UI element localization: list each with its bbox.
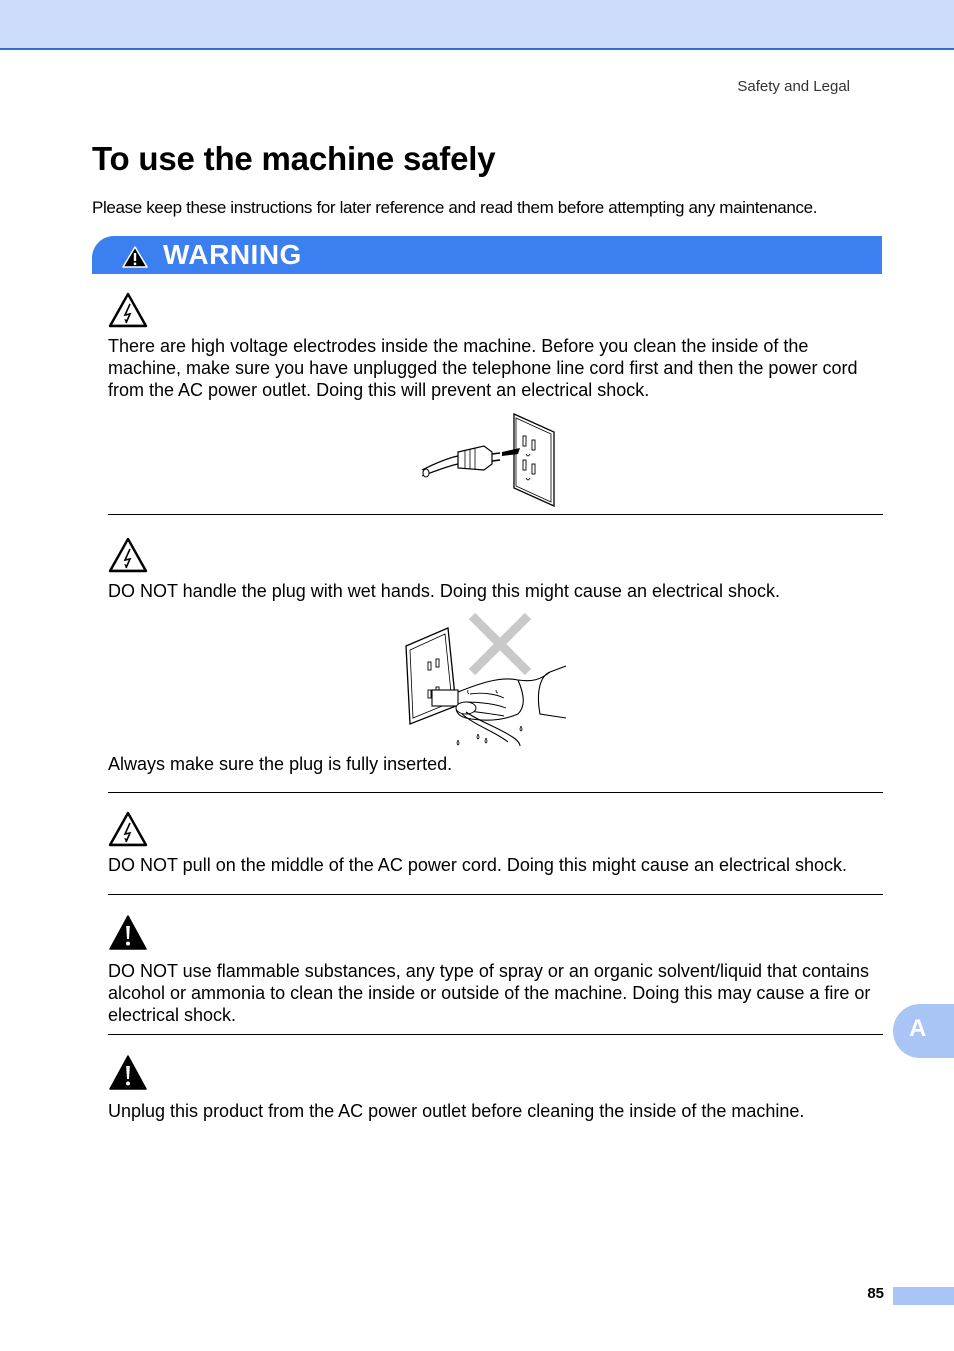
wet-hands-plug-prohibited-illustration	[400, 610, 572, 748]
unplugging-power-plug-illustration	[418, 412, 558, 508]
page-number-bar	[893, 1287, 954, 1305]
electric-shock-warning-icon	[108, 537, 148, 573]
general-warning-icon	[108, 914, 148, 952]
warning-label: WARNING	[163, 239, 302, 270]
section-3-text: DO NOT pull on the middle of the AC power cord. Doing this might cause an electrical shock.	[108, 855, 848, 875]
appendix-tab[interactable]	[893, 1004, 954, 1058]
general-warning-icon	[108, 1054, 148, 1092]
header-band	[0, 0, 954, 50]
warning-banner	[92, 236, 882, 274]
section-divider	[108, 1034, 883, 1035]
electric-shock-warning-icon	[108, 811, 148, 847]
section-5-text: Unplug this product from the AC power outlet before cleaning the inside of the machine.	[108, 1101, 805, 1121]
section-4-text: DO NOT use flammable substances, any type of spray or an organic solvent/liquid that contains alcohol or ammonia to clean the inside or outside of the machine. Doing this may cause a fire or electrical shock.	[108, 961, 871, 1025]
page-title: To use the machine safely	[92, 140, 496, 177]
section-2-text: DO NOT handle the plug with wet hands. Doing this might cause an electrical shock.	[108, 581, 781, 601]
appendix-tab-label: A	[909, 1015, 927, 1042]
page-number: 85	[867, 1285, 884, 1302]
running-header: Safety and Legal	[737, 78, 850, 95]
electric-shock-warning-icon	[108, 292, 148, 328]
warning-triangle-icon	[122, 246, 148, 268]
section-divider	[108, 792, 883, 793]
section-2-note: Always make sure the plug is fully inserted.	[108, 754, 453, 774]
section-divider	[108, 894, 883, 895]
section-divider	[108, 514, 883, 515]
section-1-text: There are high voltage electrodes inside the machine. Before you clean the inside of the machine, make sure you have unplugged the telephone line cord first and then the power cord from the AC power outlet. Doing this will prevent an electrical shock.	[108, 336, 858, 400]
intro-paragraph: Please keep these instructions for later reference and read them before attempting any maintenance.	[92, 198, 818, 217]
